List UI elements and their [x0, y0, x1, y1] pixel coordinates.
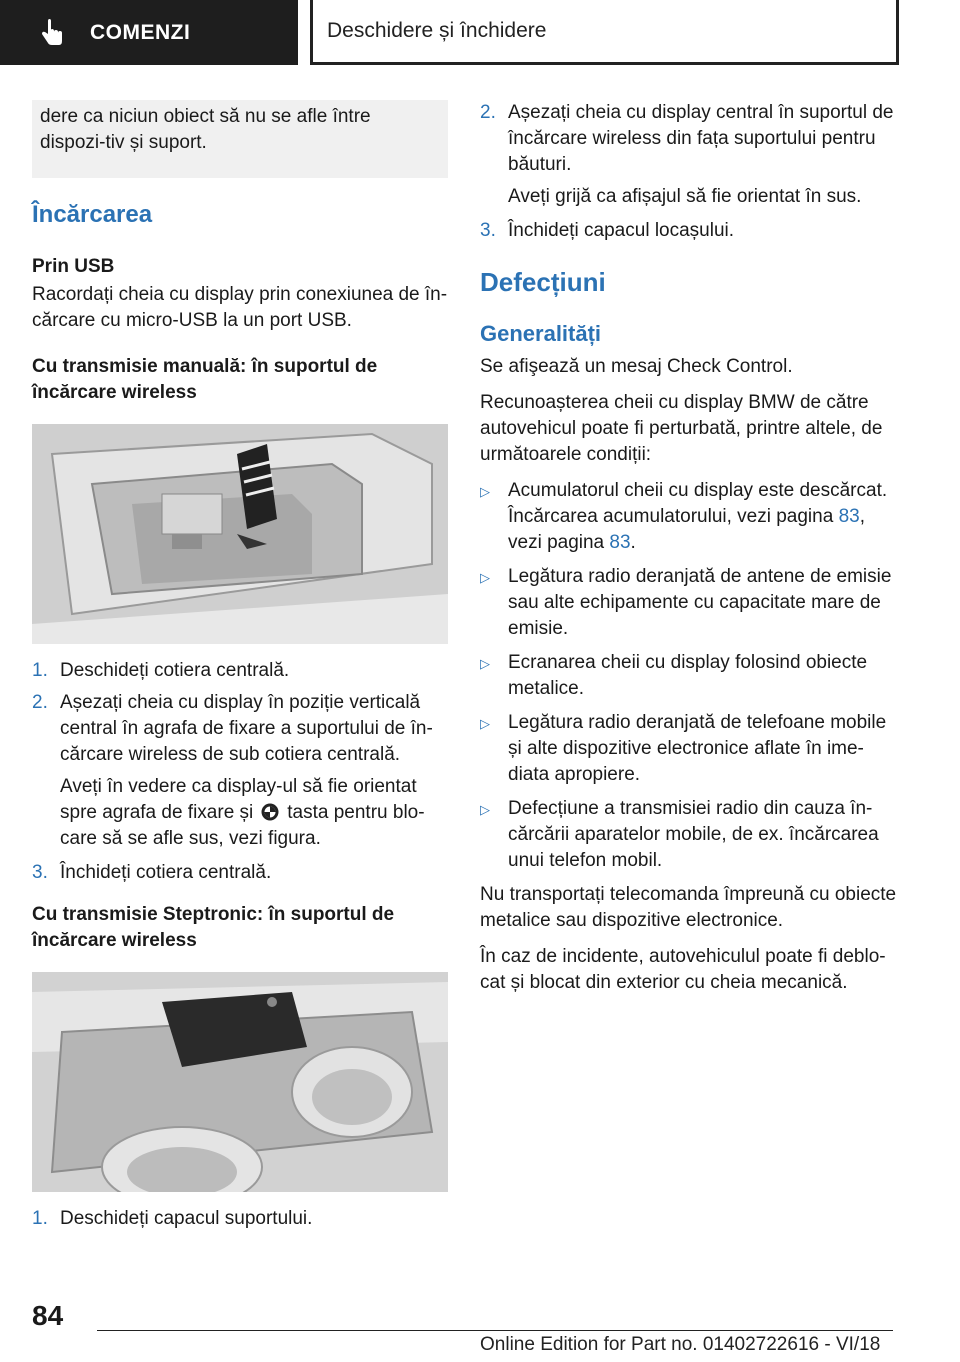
step-text: Deschideți cotiera centrală. — [60, 660, 290, 681]
step-note — [32, 774, 448, 852]
conditions-list — [480, 478, 900, 874]
manual-steps-list — [32, 658, 448, 886]
heading-faults: Defecțiuni — [480, 267, 606, 297]
list-item — [480, 478, 900, 556]
bullet-text: . — [630, 532, 636, 553]
list-item — [32, 658, 448, 684]
step-note-text: Aveți în vedere ca display-ul să fie orientat spre agrafa de fixare și — [60, 776, 417, 823]
step-note: Aveți grijă ca afișajul să fie orientat în sus. — [508, 186, 862, 207]
step-note-text: tasta pentru blo-care să se afle sus, vezi figura. — [60, 802, 425, 849]
triangle-bullet-icon: ▷ — [480, 716, 490, 731]
section-tab — [0, 0, 298, 65]
general-paragraph: În caz de incidente, autovehiculul poate fi deblo-cat și blocat din exterior cu cheia mecanică. — [480, 946, 886, 993]
bullet-text: Defecțiune a transmisiei radio din cauza în-cărcării aparatelor mobile, de ex. încărcarea unui telefon mobil. — [508, 798, 879, 871]
step-text: Așezați cheia cu display în poziție verticală central în agrafa de fixare a suportului de în-cărcare wireless de sub cotiera centrală. — [60, 692, 433, 765]
chapter-title: Deschidere și închidere — [327, 19, 547, 42]
step-number: 3. — [32, 862, 48, 883]
step-number: 2. — [480, 102, 496, 123]
bullet-text: Legătura radio deranjată de telefoane mobile și alte dispozitive electronice aflate în ime-diata apropiere. — [508, 712, 887, 785]
page-number: 84 — [32, 1300, 64, 1331]
list-item — [32, 690, 448, 768]
bullet-text: Ecranarea cheii cu display folosind obiecte metalice. — [508, 652, 868, 699]
page-link[interactable]: 83 — [838, 506, 860, 527]
list-item — [480, 564, 900, 642]
list-item — [480, 796, 900, 874]
list-item — [32, 1206, 448, 1232]
bmw-logo-icon — [261, 803, 279, 821]
step-text: Așezați cheia cu display central în suportul de încărcare wireless din fața suportului pentru băuturi. — [508, 102, 894, 175]
step-number: 2. — [32, 692, 48, 713]
list-item — [480, 218, 900, 244]
armrest-charging-figure — [32, 424, 448, 644]
general-paragraph: Nu transportați telecomanda împreună cu obiecte metalice sau dispozitive electronice. — [480, 884, 897, 931]
usb-paragraph: Racordați cheia cu display prin conexiunea de în-cărcare cu micro-USB la un port USB. — [32, 284, 448, 331]
left-column — [32, 100, 448, 1238]
step-text: Închideți capacul locașului. — [508, 220, 735, 241]
note-text: dere ca niciun obiect să nu se afle între dispozi-tiv și suport. — [40, 106, 371, 153]
step-number: 1. — [32, 1208, 48, 1229]
right-column — [480, 100, 900, 1006]
hand-pointer-icon — [38, 18, 68, 48]
subheading-manual: Cu transmisie manuală: în suportul de încărcare wireless — [32, 356, 378, 403]
triangle-bullet-icon: ▷ — [480, 570, 490, 585]
general-paragraph: Se afişează un mesaj Check Control. — [480, 356, 793, 377]
step-number: 3. — [480, 220, 496, 241]
subheading-usb: Prin USB — [32, 256, 115, 277]
footer-divider — [97, 1330, 893, 1331]
bullet-text: , vezi pagina — [508, 506, 865, 553]
list-item — [480, 100, 900, 178]
bullet-text: Acumulatorul cheii cu display este descărcat. Încărcarea acumulatorului, vezi pagina — [508, 480, 888, 527]
subheading-steptronic: Cu transmisie Steptronic: în suportul de încărcare wireless — [32, 904, 395, 951]
note-box — [32, 100, 448, 178]
general-paragraph: Recunoașterea cheii cu display BMW de către autovehicul poate fi perturbată, printre altele, de următoarele condiții: — [480, 392, 883, 465]
step-number: 1. — [32, 660, 48, 681]
edition-text: Online Edition for Part no. 01402722616 - VI/18 — [480, 1334, 881, 1355]
chapter-header — [310, 0, 899, 65]
list-item — [32, 860, 448, 886]
triangle-bullet-icon: ▷ — [480, 802, 490, 817]
cupholder-charging-figure — [32, 972, 448, 1192]
triangle-bullet-icon: ▷ — [480, 656, 490, 671]
section-label: COMENZI — [90, 20, 191, 44]
triangle-bullet-icon: ▷ — [480, 484, 490, 499]
step-text: Deschideți capacul suportului. — [60, 1208, 313, 1229]
list-item — [480, 710, 900, 788]
bullet-text: Legătura radio deranjată de antene de emisie sau alte echipamente cu capacitate mare de emisie. — [508, 566, 892, 639]
heading-general: Generalități — [480, 321, 602, 346]
list-item — [480, 650, 900, 702]
page-link[interactable]: 83 — [609, 532, 631, 553]
step-text: Închideți cotiera centrală. — [60, 862, 272, 883]
heading-charging: Încărcarea — [32, 201, 153, 228]
